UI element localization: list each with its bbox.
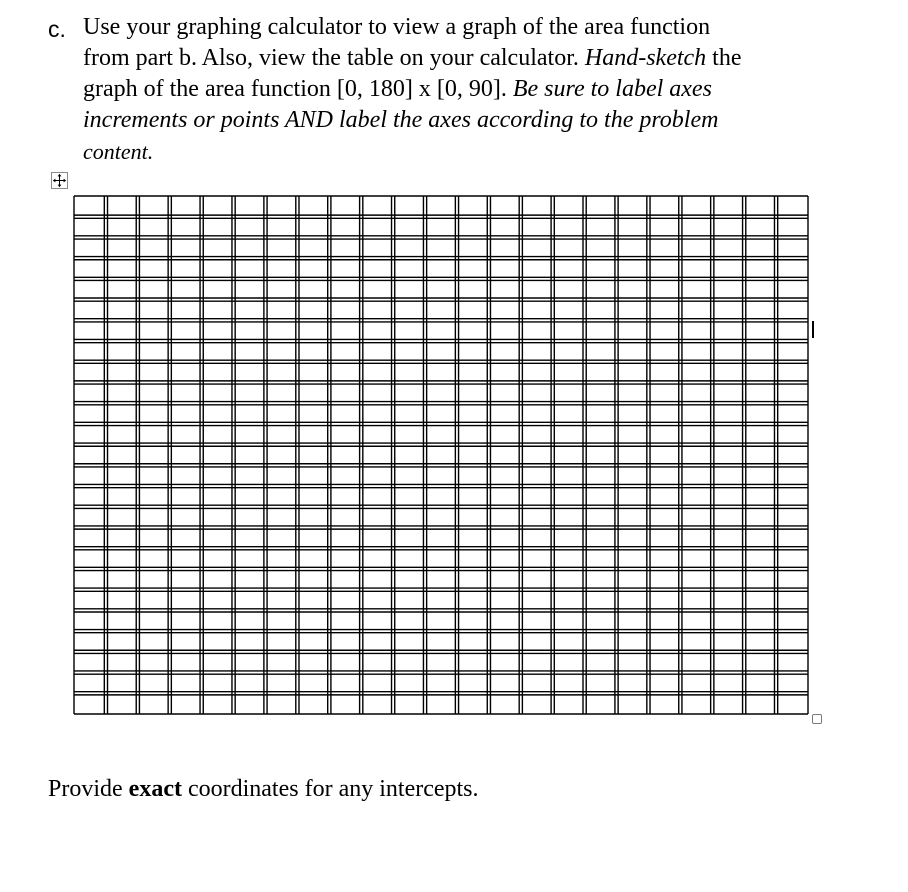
graph-grid-lines — [73, 195, 809, 715]
list-marker: c. — [48, 16, 66, 42]
move-table-icon[interactable] — [51, 172, 68, 189]
question-line-1: Use your graphing calculator to view a graph of the area function — [83, 14, 711, 40]
exact-emphasis: exact — [128, 776, 182, 802]
text-cursor — [812, 321, 814, 338]
instruction-text: Provide exact coordinates for any intercepts. — [48, 776, 479, 802]
graph-grid-table[interactable] — [73, 195, 809, 715]
question-text — [83, 12, 888, 168]
hand-sketch-emphasis: Hand-sketch — [584, 45, 707, 71]
question-line-5: content. — [83, 139, 154, 164]
question-line-2: from part b. Also, view the table on your calculator. Hand-sketch the — [83, 45, 742, 71]
label-axes-emphasis: Be sure to label axes — [512, 76, 712, 102]
resize-table-icon[interactable] — [812, 714, 822, 724]
question-line-3: graph of the area function [0, 180] x [0, 90]. Be sure to label axes — [83, 76, 712, 102]
question-line-4: increments or points AND label the axes according to the problem — [83, 107, 719, 133]
